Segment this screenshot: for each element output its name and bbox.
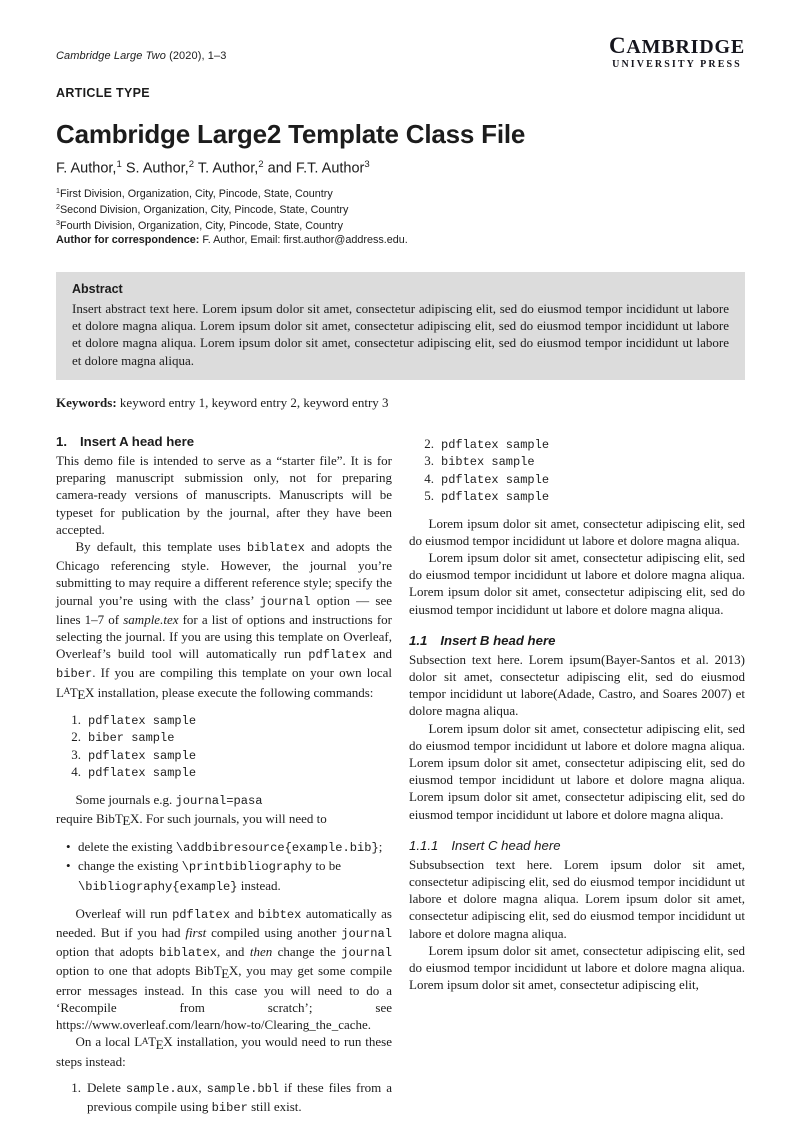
paragraph-lorem-2: Lorem ipsum dolor sit amet, consectetur adipiscing elit, sed do eiusmod tempor incididunt ut labore et dolore magna aliqua. Lorem ipsum dolor sit amet, consectetur adipiscing elit, sed do eiusmod tempor incididunt ut labore et dolore magna aliqua. <box>409 550 745 617</box>
list-number: 3. <box>71 746 81 762</box>
command-code: pdflatex sample <box>441 437 550 452</box>
paragraph-subsection: Subsection text here. Lorem ipsum(Bayer-Santos et al. 2013) dolor sit amet, consectetur adipiscing elit, sed do eiusmod tempor incididunt ut labore(Adade, Castro, and Soares 2007) et dolore magna aliqua. <box>409 651 745 719</box>
section-number: 1.1 <box>409 632 428 648</box>
command-item <box>67 764 392 781</box>
section-heading-1-1-1 <box>409 838 745 853</box>
command-item <box>67 729 392 746</box>
keywords-line: Keywords: keyword entry 1, keyword entry 2, keyword entry 3 <box>56 394 389 410</box>
publisher-logo <box>608 33 745 71</box>
command-code: pdflatex sample <box>441 490 550 505</box>
article-type-label: ARTICLE TYPE <box>56 86 150 100</box>
command-item <box>67 747 392 764</box>
authors-line: F. Author,$^1$ S. Author,$^2$ T. Author,$^2$ and F.T. Author$^3$ <box>56 159 370 177</box>
command-item <box>420 436 745 453</box>
list-number: 4. <box>424 470 434 486</box>
section-number: 1. <box>56 433 67 449</box>
list-number: 4. <box>71 764 81 780</box>
section-heading-1-1 <box>409 633 745 648</box>
paragraph-default-template: By default, this template uses biblatex and adopts the Chicago referencing style. However, the journal you’re submitting to may require a different reference style; specify the journal you’re using with the class’ journal option — see lines 1–7 of sample.tex for a list of options and instructions for selecting the journal. If you are using this template on Overleaf, Overleaf’s build tool will automatically run pdflatex and biber. If you are compiling this template on your own local LATEX installation, please execute the following commands: <box>56 538 392 702</box>
bullet-item: • delete the existing \addbibresource{example.bib}; <box>66 838 392 857</box>
paragraph-subsubsection: Subsubsection text here. Lorem ipsum dolor sit amet, consectetur adipiscing elit, sed do eiusmod tempor incididunt ut labore et dolore magna aliqua. Lorem ipsum dolor sit amet, consectetur adipiscing elit, sed do eiusmod tempor incididunt ut labore et dolore magna aliqua. <box>409 856 745 941</box>
page-header <box>56 33 745 71</box>
article-body <box>56 434 745 1127</box>
abstract-heading: Abstract <box>72 281 123 296</box>
step-text: Delete sample.aux, sample.bbl if these files from a previous compile using biber still exist. <box>87 1080 392 1116</box>
steps-list <box>56 1079 392 1117</box>
list-number: 1. <box>71 1080 81 1096</box>
publisher-subtitle: UNIVERSITY PRESS <box>612 59 742 70</box>
list-number: 1. <box>71 712 81 728</box>
affiliations-block <box>56 185 745 247</box>
command-list-1 <box>56 712 392 782</box>
bibliography-bullet-list <box>56 838 392 896</box>
section-number: 1.1.1 <box>409 837 439 853</box>
list-number: 3. <box>424 453 434 469</box>
list-number: 2. <box>424 435 434 451</box>
command-code: pdflatex sample <box>88 748 197 763</box>
command-list-2 <box>409 436 745 506</box>
command-code: pdflatex sample <box>88 766 197 781</box>
list-number: 2. <box>71 729 81 745</box>
step-item <box>67 1079 392 1117</box>
command-code: pdflatex sample <box>88 714 197 729</box>
section-title: Insert B head here <box>440 632 556 648</box>
list-number: 5. <box>424 488 434 504</box>
paragraph-some-journals: Some journals e.g. journal=pasa require BibTEX. For such journals, you will need to <box>56 791 327 829</box>
section-heading-1 <box>56 434 392 449</box>
affiliation-line: $^2$Second Division, Organization, City, Pincode, State, Country <box>56 203 349 217</box>
section-title: Insert C head here <box>451 837 561 853</box>
left-column <box>56 434 392 1127</box>
paragraph-overleaf: Overleaf will run pdflatex and bibtex automatically as needed. But if you had first compiled using another journal option that adopts biblatex, and then change the journal option to one that adopts BibTEX, you may get some compile error messages instead. In this case you will need to do a ‘Recompile from scratch’; see https://www.overleaf.com/learn/how-to/Clearing_the_cache. <box>56 905 392 1033</box>
paragraph-lorem-4: Lorem ipsum dolor sit amet, consectetur adipiscing elit, sed do eiusmod tempor incididunt ut labore et dolore magna aliqua. Lorem ipsum dolor sit amet, consectetur adipiscing elit, <box>409 942 745 993</box>
paper-title: Cambridge Large2 Template Class File <box>56 119 526 149</box>
abstract-box <box>56 272 745 380</box>
command-code: pdflatex sample <box>441 472 550 487</box>
command-code: biber sample <box>88 731 175 746</box>
publisher-name: CAMBRIDGE <box>608 33 745 58</box>
correspondence-line: Author for correspondence: F. Author, Email: first.author@address.edu. <box>56 233 408 246</box>
journal-citation: Cambridge Large Two (2020), 1–3 <box>56 50 227 62</box>
command-item <box>420 453 745 470</box>
command-item <box>420 471 745 488</box>
paragraph-intro: This demo file is intended to serve as a “starter file”. It is for preparing manuscript submission only, not for preparing camera-ready versions of manuscripts. Manuscripts will be typeset for publication by the journal, after they have been accepted. <box>56 452 392 537</box>
command-item <box>67 712 392 729</box>
command-item <box>420 488 745 505</box>
affiliation-line: $^3$Fourth Division, Organization, City, Pincode, State, Country <box>56 219 344 233</box>
paragraph-lorem-1: Lorem ipsum dolor sit amet, consectetur adipiscing elit, sed do eiusmod tempor incididunt ut labore et dolore magna aliqua. <box>409 515 745 548</box>
paragraph-local-latex: On a local LATEX installation, you would need to run these steps instead: <box>56 1034 392 1069</box>
affiliation-line: $^1$First Division, Organization, City, Pincode, State, Country <box>56 187 333 201</box>
abstract-text: Insert abstract text here. Lorem ipsum dolor sit amet, consectetur adipiscing elit, sed do eiusmod tempor incididunt ut labore et dolore magna aliqua. Lorem ipsum dolor sit amet, consectetur adipiscing elit, sed do eiusmod tempor incididunt ut labore et dolore magna aliqua. Lorem ipsum dolor sit amet, consectetur adipiscing elit, sed do eiusmod tempor incididunt ut labore et dolore magna aliqua. <box>72 300 729 368</box>
paragraph-lorem-3: Lorem ipsum dolor sit amet, consectetur adipiscing elit, sed do eiusmod tempor incididunt ut labore et dolore magna aliqua. Lorem ipsum dolor sit amet, consectetur adipiscing elit, sed do eiusmod tempor incididunt ut labore et dolore magna aliqua. Lorem ipsum dolor sit amet, consectetur adipiscing elit, sed do eiusmod tempor incididunt ut labore et dolore magna aliqua. <box>409 720 745 822</box>
section-title: Insert A head here <box>80 433 195 449</box>
bullet-item: • change the existing \printbibliography to be \bibliography{example} instead. <box>66 857 392 895</box>
command-code: bibtex sample <box>441 455 535 470</box>
right-column <box>409 434 745 1127</box>
